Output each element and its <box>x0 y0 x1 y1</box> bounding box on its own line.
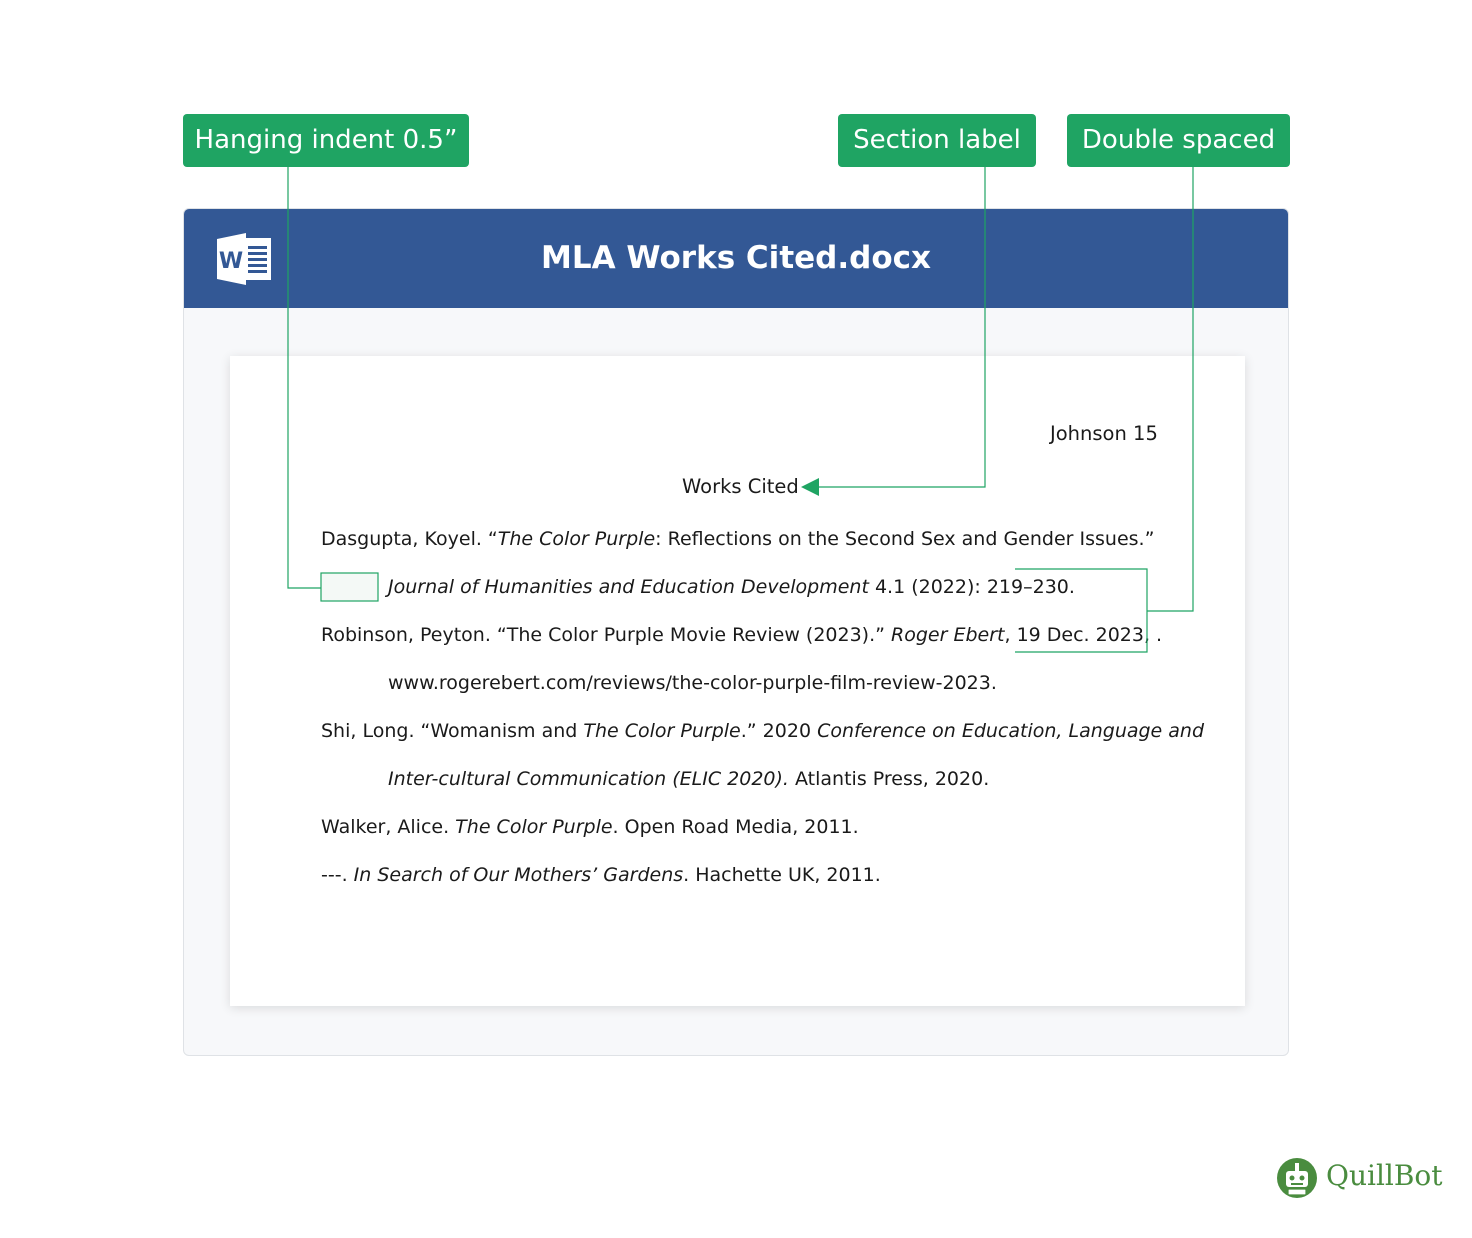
entry-3-line-1 <box>321 720 1204 742</box>
works-cited-heading: Works Cited <box>682 475 799 498</box>
text-run: Walker, Alice. <box>321 816 456 838</box>
quillbot-logo-icon <box>1276 1157 1322 1203</box>
text-run: . Open Road Media, 2011. <box>612 816 859 838</box>
text-run: : Reflections on the Second Sex and Gender Issues.” <box>655 528 1155 550</box>
entry-2-line-1 <box>321 624 1162 646</box>
entry-1-line-2 <box>388 576 1075 598</box>
callout-hanging-indent: Hanging indent 0.5” <box>183 114 469 167</box>
entry-1-line-1 <box>321 528 1154 550</box>
text-run: Dasgupta, Koyel. “ <box>321 528 498 550</box>
callout-double-spaced: Double spaced <box>1067 114 1290 167</box>
text-run: The Color Purple <box>455 816 613 838</box>
text-run: The Color Purple <box>497 528 656 550</box>
text-run: www.rogerebert.com/reviews/the-color-purple-film-review-2023. <box>388 672 997 694</box>
quillbot-brand <box>1276 1155 1446 1203</box>
text-run: In Search of Our Mothers’ Gardens <box>353 864 684 886</box>
entry-3-line-2 <box>388 768 989 790</box>
text-run: Atlantis Press, 2020. <box>788 768 990 790</box>
quillbot-wordmark: QuillBot <box>1326 1159 1443 1192</box>
text-run: , 19 Dec. 2023, . <box>1004 624 1163 646</box>
text-run: . Hachette UK, 2011. <box>683 864 881 886</box>
text-run: The Color Purple <box>583 720 741 742</box>
text-run: ---. <box>321 864 354 886</box>
callout-section-label: Section label <box>838 114 1036 167</box>
text-run: Roger Ebert <box>891 624 1005 646</box>
entry-4-line-1 <box>321 816 859 838</box>
window-title: MLA Works Cited.docx <box>541 240 931 276</box>
text-run: Shi, Long. “Womanism and <box>321 720 584 742</box>
text-run: .” 2020 <box>740 720 818 742</box>
entry-5-line-1 <box>321 864 881 886</box>
window-titlebar <box>184 209 1288 308</box>
text-run: Inter-cultural Communication (ELIC 2020). <box>388 768 789 790</box>
page-header: Johnson 15 <box>1050 422 1158 445</box>
text-run: Journal of Humanities and Education Development <box>388 576 869 598</box>
text-run: Conference on Education, Language and <box>817 720 1205 742</box>
document-window <box>183 208 1289 1056</box>
text-run: Robinson, Peyton. “The Color Purple Movie Review (2023).” <box>321 624 892 646</box>
text-run: 4.1 (2022): 219–230. <box>868 576 1075 598</box>
document-page <box>230 356 1245 1006</box>
entry-2-line-2 <box>388 672 997 694</box>
svg-text:W: W <box>218 249 244 274</box>
